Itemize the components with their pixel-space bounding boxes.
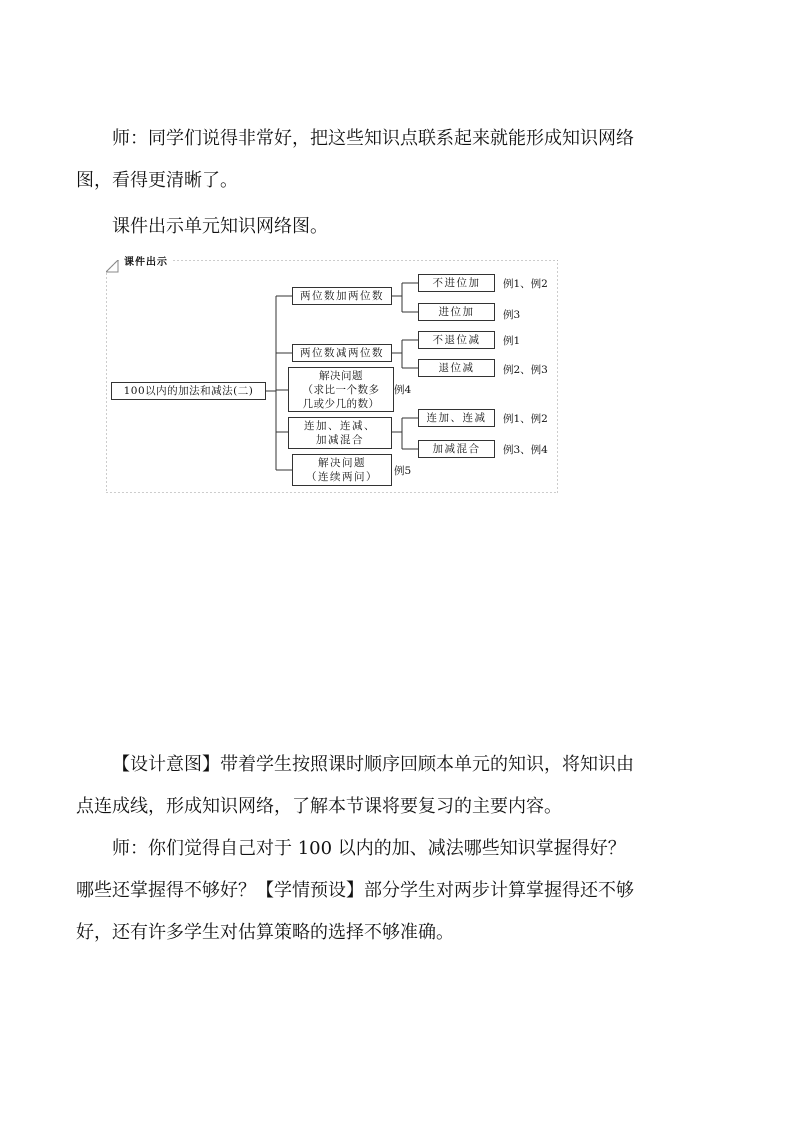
example-borrow: 例2、例3	[503, 364, 548, 376]
node-carry-addition: 进位加	[418, 303, 495, 321]
node-mixed-operations	[288, 417, 392, 449]
node-two-digit-addition: 两位数加两位数	[292, 287, 392, 305]
example-no-borrow: 例1	[503, 335, 521, 347]
diagram-title: 课件出示	[121, 253, 171, 268]
node-continuous-add-sub: 连加、连减	[418, 409, 495, 427]
node-mixed-operations-line1: 连加、连减、	[304, 420, 376, 432]
node-problem-solving-1-line2: （求比一个数多	[302, 383, 380, 396]
frame-corner	[106, 260, 118, 272]
example-carry: 例3	[503, 309, 521, 321]
knowledge-network-diagram	[106, 257, 558, 493]
example-problem-solving-2: 例5	[394, 465, 412, 477]
node-problem-solving-2-line1: 解决问题	[318, 457, 366, 469]
example-continuous: 例1、例2	[503, 413, 548, 425]
example-mixed: 例3、例4	[503, 444, 548, 456]
node-problem-solving-1-line3: 几或少几的数）	[302, 397, 380, 410]
node-two-digit-subtraction: 两位数减两位数	[292, 344, 392, 362]
node-problem-solving-2	[292, 454, 392, 486]
paragraph-design-intent: 【设计意图】带着学生按照课时顺序回顾本单元的知识，将知识由点连成线，形成知识网络，了解本节课将要复习的主要内容。	[76, 754, 634, 817]
node-add-sub-mixed: 加减混合	[418, 440, 495, 458]
node-root: 100以内的加法和减法(二)	[111, 382, 266, 400]
paragraph-intro: 师：同学们说得非常好，把这些知识点联系起来就能形成知识网络图，看得更清晰了。	[76, 128, 634, 191]
node-problem-solving-1-line1: 解决问题	[319, 369, 363, 382]
node-borrow-subtraction: 退位减	[418, 359, 495, 377]
node-problem-solving-2-line2: （连续两问）	[306, 471, 378, 483]
paragraph-courseware-note: 课件出示单元知识网络图。	[112, 216, 328, 237]
node-problem-solving-1	[288, 367, 394, 412]
example-problem-solving-1: 例4	[394, 384, 412, 396]
node-no-carry-addition: 不进位加	[418, 274, 495, 292]
node-no-borrow-subtraction: 不退位减	[418, 331, 495, 349]
paragraph-teacher-question: 师：你们觉得自己对于 100 以内的加、减法哪些知识掌握得好？哪些还掌握得不够好？【学情预设】部分学生对两步计算掌握得还不够好，还有许多学生对估算策略的选择不够准确。	[76, 838, 634, 943]
node-mixed-operations-line2: 加减混合	[316, 434, 364, 446]
example-no-carry: 例1、例2	[503, 278, 548, 290]
